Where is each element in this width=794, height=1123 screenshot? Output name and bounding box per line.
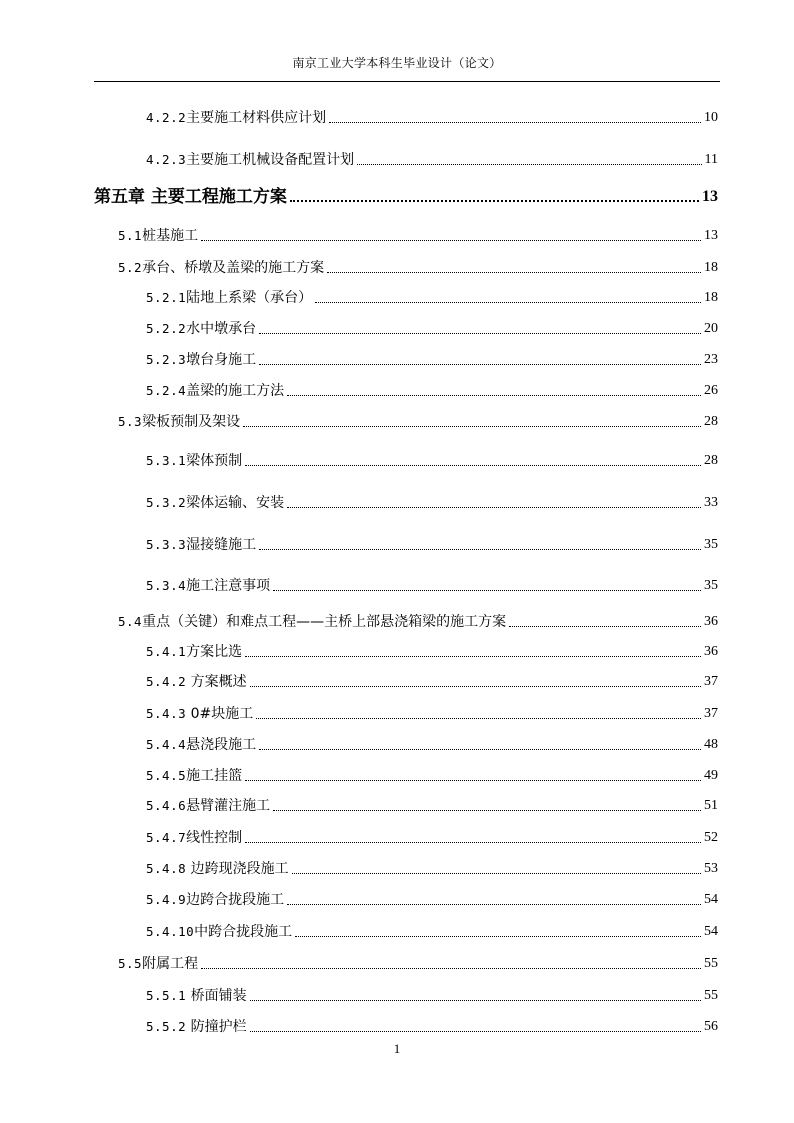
toc-entry-number: 4.2.3 [146, 152, 187, 167]
toc-entry[interactable] [146, 1014, 718, 1036]
toc-entry-title: 桩基施工 [142, 228, 199, 244]
toc-entry[interactable] [146, 669, 718, 691]
toc-entry[interactable] [146, 887, 718, 909]
toc-entry-label [146, 673, 247, 691]
page-number: 1 [393, 1041, 401, 1056]
toc-dot-leader [259, 364, 701, 365]
toc-entry-number: 5.3.4 [146, 578, 187, 593]
toc-entry[interactable] [146, 732, 718, 754]
toc-entry-number: 5.4.5 [146, 768, 187, 783]
toc-entry-title: 盖梁的施工方法 [186, 383, 285, 399]
toc-entry-title: 防撞护栏 [186, 1019, 247, 1035]
toc-entry-title: 线性控制 [186, 830, 243, 846]
toc-entry-number: 5.3.1 [146, 453, 187, 468]
toc-entry-number: 5.4.2 [146, 674, 187, 689]
toc-dot-leader [201, 968, 701, 969]
toc-entry[interactable] [146, 285, 718, 307]
toc-dot-leader [245, 465, 701, 466]
toc-entry-title: 0#块施工 [186, 706, 254, 722]
toc-page-number: 54 [704, 892, 718, 907]
toc-entry-label [146, 1018, 247, 1036]
toc-dot-leader [245, 842, 701, 843]
toc-entry-label [146, 705, 253, 723]
toc-entry-title: 桥面铺装 [186, 988, 247, 1004]
toc-entry-title: 湿接缝施工 [186, 537, 257, 553]
toc-page-number: 33 [704, 495, 718, 510]
toc-entry[interactable] [146, 793, 718, 815]
toc-entry-number: 5.1 [118, 228, 143, 243]
toc-entry-title: 悬臂灌注施工 [186, 798, 271, 814]
toc-entry[interactable] [146, 919, 718, 941]
toc-entry-number: 5.3 [118, 414, 143, 429]
toc-page-number: 26 [704, 383, 718, 398]
toc-dot-leader [292, 873, 701, 874]
toc-page-number: 35 [704, 537, 718, 552]
toc-dot-leader [245, 780, 701, 781]
toc-entry[interactable] [146, 490, 718, 512]
toc-page-number: 36 [704, 614, 718, 629]
toc-entry-title: 梁板预制及架设 [142, 414, 241, 430]
toc-entry-number: 5.3.3 [146, 537, 187, 552]
toc-entry-number: 5.4.8 [146, 861, 187, 876]
toc-entry-label [146, 923, 292, 941]
toc-entry-label [146, 767, 242, 785]
toc-entry[interactable] [146, 532, 718, 554]
toc-entry[interactable] [118, 609, 718, 631]
toc-page-number: 23 [704, 352, 718, 367]
toc-entry-title: 边跨现浇段施工 [186, 861, 289, 877]
toc-page-number: 13 [704, 228, 718, 243]
toc-dot-leader [315, 302, 701, 303]
toc-entry-title: 中跨合拢段施工 [194, 924, 293, 940]
toc-page-number: 51 [704, 798, 718, 813]
toc-entry-title: 梁体运输、安装 [186, 495, 285, 511]
toc-entry-number: 5.5.1 [146, 988, 187, 1003]
toc-entry[interactable] [118, 409, 718, 431]
toc-entry-label [146, 736, 256, 754]
toc-entry-title: 水中墩承台 [186, 321, 257, 337]
toc-entry[interactable] [146, 147, 718, 169]
toc-dot-leader [250, 1000, 701, 1001]
toc-dot-leader [329, 122, 701, 123]
page-header: 南京工业大学本科生毕业设计（论文） [292, 56, 502, 70]
toc-entry-title: 承台、桥墩及盖梁的施工方案 [142, 260, 325, 276]
toc-entry-label [94, 187, 287, 207]
toc-entry-label [146, 797, 270, 815]
toc-dot-leader [259, 333, 701, 334]
toc-entry-title: 陆地上系梁（承台） [186, 290, 313, 306]
toc-entry-number: 5.2.4 [146, 383, 187, 398]
toc-dot-leader [256, 718, 701, 719]
toc-entry-title: 第五章 主要工程施工方案 [94, 187, 287, 207]
toc-page-number: 52 [704, 830, 718, 845]
toc-entry-label [146, 860, 289, 878]
toc-entry-label [146, 891, 284, 909]
toc-entry[interactable] [146, 825, 718, 847]
toc-entry[interactable] [146, 347, 718, 369]
toc-dot-leader [250, 686, 701, 687]
toc-entry-title: 重点（关键）和难点工程——主桥上部悬浇箱梁的施工方案 [142, 614, 507, 630]
toc-entry-number: 5.2.1 [146, 290, 187, 305]
toc-entry-label [118, 259, 324, 277]
toc-entry-number: 4.2.2 [146, 110, 187, 125]
toc-dot-leader [290, 200, 699, 202]
toc-entry[interactable] [146, 856, 718, 878]
toc-dot-leader [287, 507, 701, 508]
toc-dot-leader [273, 810, 701, 811]
toc-entry-title: 悬浇段施工 [186, 737, 257, 753]
toc-entry-label [146, 289, 312, 307]
toc-entry[interactable] [146, 316, 718, 338]
toc-page-number: 56 [704, 1019, 718, 1034]
toc-entry-label [146, 452, 242, 470]
toc-entry[interactable] [146, 763, 718, 785]
toc-entry-number: 5.4.1 [146, 644, 187, 659]
toc-entry-label [146, 643, 242, 661]
toc-entry-number: 5.2.3 [146, 352, 187, 367]
toc-dot-leader [201, 240, 701, 241]
toc-entry-number: 5.2.2 [146, 321, 187, 336]
toc-entry-number: 5.5 [118, 956, 143, 971]
toc-entry-title: 方案比选 [186, 644, 243, 660]
toc-entry-number: 5.4.3 [146, 706, 187, 721]
toc-entry-number: 5.4.9 [146, 892, 187, 907]
toc-dot-leader [295, 936, 701, 937]
toc-dot-leader [243, 426, 701, 427]
toc-entry-title: 边跨合拢段施工 [186, 892, 285, 908]
toc-entry[interactable] [146, 378, 718, 400]
toc-dot-leader [259, 549, 701, 550]
toc-entry[interactable] [146, 701, 718, 723]
toc-dot-leader [250, 1031, 701, 1032]
toc-entry-label [118, 955, 198, 973]
toc-entry-label [146, 351, 256, 369]
toc-page-number: 20 [704, 321, 718, 336]
toc-page-number: 35 [704, 578, 718, 593]
toc-entry-label [146, 536, 256, 554]
toc-page-number: 36 [704, 644, 718, 659]
toc-entry[interactable] [146, 105, 718, 127]
toc-page-number: 28 [704, 414, 718, 429]
toc-dot-leader [509, 626, 701, 627]
toc-page-number: 28 [704, 453, 718, 468]
toc-entry-title: 主要施工机械设备配置计划 [186, 152, 355, 168]
toc-entry[interactable] [146, 573, 718, 595]
toc-entry-label [146, 320, 256, 338]
toc-page-number: 53 [704, 861, 718, 876]
toc-entry[interactable] [146, 639, 718, 661]
toc-entry[interactable] [146, 448, 718, 470]
toc-entry-number: 5.4.7 [146, 830, 187, 845]
toc-entry[interactable] [118, 223, 718, 245]
toc-entry-label [146, 829, 242, 847]
toc-entry-number: 5.3.2 [146, 495, 187, 510]
toc-page-number: 18 [704, 260, 718, 275]
toc-dot-leader [327, 272, 701, 273]
toc-entry-title: 墩台身施工 [186, 352, 257, 368]
toc-entry-label [118, 227, 198, 245]
toc-page-number: 54 [704, 924, 718, 939]
toc-page-number: 48 [704, 737, 718, 752]
toc-entry-label [118, 413, 240, 431]
toc-entry-title: 主要施工材料供应计划 [186, 110, 327, 126]
toc-page-number: 49 [704, 768, 718, 783]
toc-chapter-entry[interactable] [94, 185, 718, 207]
toc-dot-leader [273, 590, 701, 591]
toc-entry-number: 5.5.2 [146, 1019, 187, 1034]
toc-entry-label [146, 151, 354, 169]
toc-dot-leader [259, 749, 701, 750]
toc-entry-label [146, 577, 270, 595]
toc-page-number: 13 [702, 188, 718, 205]
toc-entry-title: 施工注意事项 [186, 578, 271, 594]
toc-page-number: 18 [704, 290, 718, 305]
toc-entry-number: 5.4 [118, 614, 143, 629]
toc-dot-leader [287, 395, 701, 396]
toc-entry-title: 方案概述 [186, 674, 247, 690]
toc-entry-label [146, 494, 284, 512]
toc-entry-label [146, 109, 326, 127]
toc-page-number: 55 [704, 988, 718, 1003]
toc-page-number: 37 [704, 706, 718, 721]
toc-entry-label [146, 382, 284, 400]
toc-dot-leader [357, 164, 701, 165]
toc-entry-label [118, 613, 506, 631]
toc-entry-title: 施工挂篮 [186, 768, 243, 784]
toc-entry[interactable] [118, 255, 718, 277]
toc-entry-title: 梁体预制 [186, 453, 243, 469]
toc-entry[interactable] [118, 951, 718, 973]
toc-page-number: 10 [704, 110, 718, 125]
toc-page-number: 37 [704, 674, 718, 689]
toc-entry-number: 5.2 [118, 260, 143, 275]
toc-entry-number: 5.4.4 [146, 737, 187, 752]
toc-entry-title: 附属工程 [142, 956, 199, 972]
toc-page-number: 11 [704, 152, 718, 167]
toc-dot-leader [287, 904, 701, 905]
toc-entry[interactable] [146, 983, 718, 1005]
toc-page-number: 55 [704, 956, 718, 971]
toc-entry-label [146, 987, 247, 1005]
toc-entry-number: 5.4.6 [146, 798, 187, 813]
toc-dot-leader [245, 656, 701, 657]
toc-entry-number: 5.4.10 [146, 924, 195, 939]
